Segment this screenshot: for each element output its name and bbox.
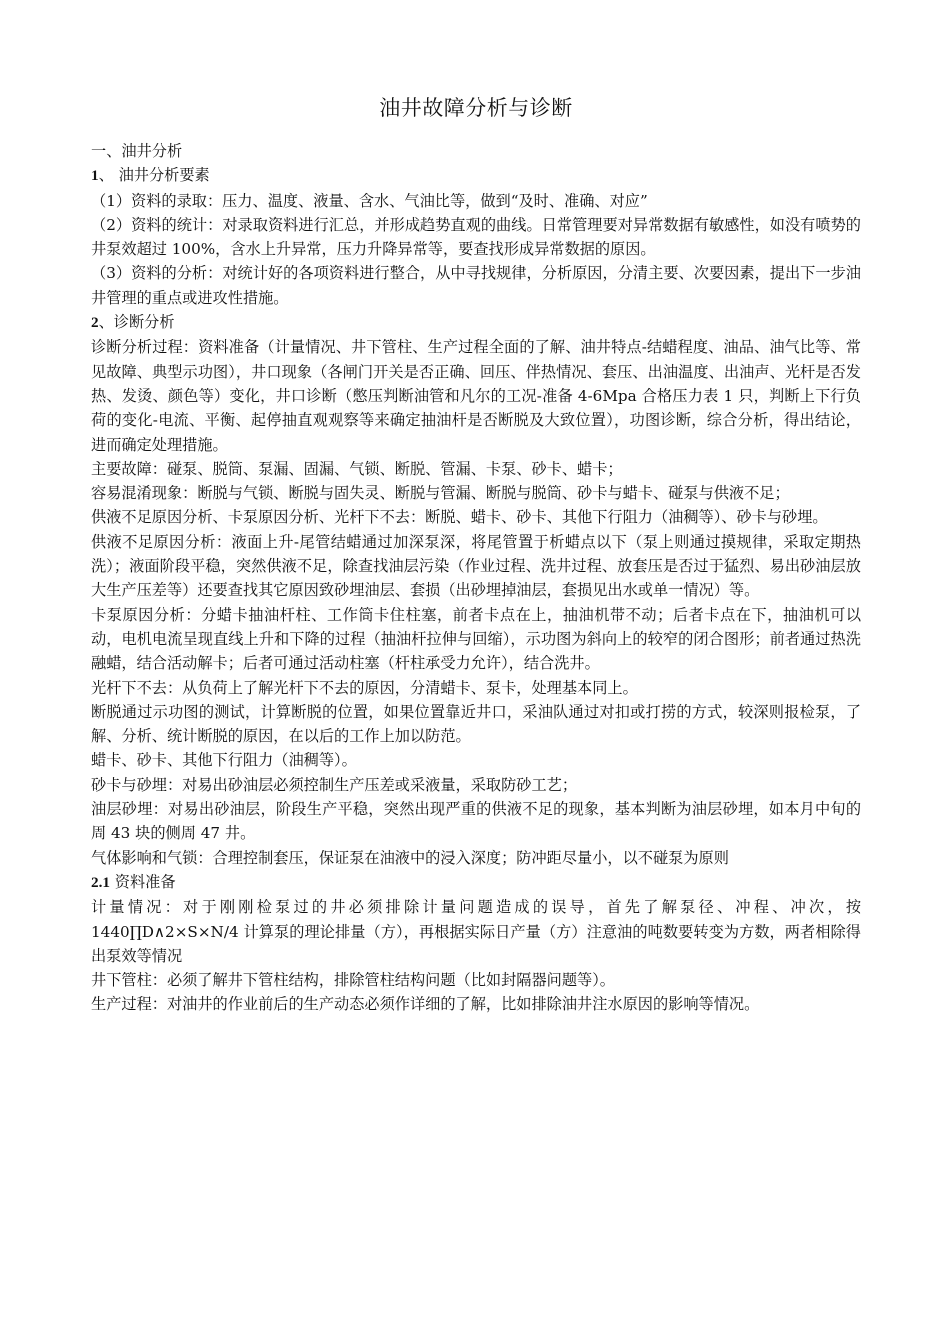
paragraph: 油层砂埋：对易出砂油层，阶段生产平稳，突然出现严重的供液不足的现象，基本判断为油层砂埋，如本月中旬的周 43 块的侧周 47 井。 <box>91 800 861 843</box>
document-body <box>91 139 861 1017</box>
paragraph: （1）资料的录取：压力、温度、液量、含水、气油比等，做到“及时、准确、对应” <box>91 191 648 210</box>
paragraph: 卡泵原因分析：分蜡卡抽油杆柱、工作筒卡住柱塞，前者卡点在上，抽油机带不动；后者卡点在下，抽油机可以动，电机电流呈现直线上升和下降的过程（抽油杆拉伸与回缩），示功图为斜向上的较窄的闭合图形；前者通过热洗融蜡，结合活动解卡；后者可通过活动柱塞（杆柱承受力允许），结合洗井。 <box>91 605 861 673</box>
paragraph: 容易混淆现象：断脱与气锁、断脱与固失灵、断脱与管漏、断脱与脱筒、砂卡与蜡卡、碰泵与供液不足； <box>91 484 790 503</box>
paragraph: 光杆下不去：从负荷上了解光杆下不去的原因，分清蜡卡、泵卡，处理基本同上。 <box>91 678 638 697</box>
paragraph: 供液不足原因分析：液面上升-尾管结蜡通过加深泵深，将尾管置于析蜡点以下（泵上则通过摸规律，采取定期热洗）；液面阶段平稳，突然供液不足，除查找油层污染（作业过程、洗井过程、放套压是否过于猛烈、易出砂油层放大生产压差等）还要查找其它原因致砂埋油层、套损（出砂埋掉油层，套损见出水或单一情况）等。 <box>91 532 861 600</box>
paragraph: 气体影响和气锁：合理控制套压，保证泵在油液中的浸入深度；防冲距尽量小，以不碰泵为原则 <box>91 848 729 867</box>
paragraph: 蜡卡、砂卡、其他下行阻力（油稠等）。 <box>91 751 357 770</box>
paragraph: （3）资料的分析：对统计好的各项资料进行整合，从中寻找规律，分析原因，分清主要、次要因素，提出下一步油井管理的重点或进攻性措施。 <box>91 264 861 307</box>
heading-analysis-elements: 1、 油井分析要素 <box>91 166 210 185</box>
paragraph: （2）资料的统计：对录取资料进行汇总，并形成趋势直观的曲线。日常管理要对异常数据有敏感性，如没有喷势的井泵效超过 100%，含水上升异常，压力升降异常等，要查找形成异常数据的原因。 <box>91 215 861 259</box>
paragraph: 计量情况：对于刚刚检泵过的井必须排除计量问题造成的误导，首先了解泵径、冲程、冲次，按 1440∏D∧2×S×N/4 计算泵的理论排量（方），再根据实际日产量（方）注意油的吨数要转变为方数，两者相除得出泵效等情况 <box>91 898 861 965</box>
paragraph: 诊断分析过程：资料准备（计量情况、井下管柱、生产过程全面的了解、油井特点-结蜡程度、油品、油气比等、常见故障、典型示功图），井口现象（各闸门开关是否正确、回压、伴热情况、套压、出油温度、出油声、光杆是否发热、发烫、颜色等）变化，井口诊断（憋压判断油管和凡尔的工况-准备 4-6Mpa 合格压力表 1 只，判断上下行负荷的变化-电流、平衡、起停抽直观观察等来确定抽油杆是否断脱及大致位置），功图诊断，综合分析，得出结论，进而确定处理措施。 <box>91 338 861 454</box>
heading-data-preparation: 2.1 资料准备 <box>91 872 176 891</box>
paragraph: 主要故障：碰泵、脱筒、泵漏、固漏、气锁、断脱、管漏、卡泵、砂卡、蜡卡； <box>91 459 623 478</box>
paragraph: 断脱通过示功图的测试，计算断脱的位置，如果位置靠近井口，采油队通过对扣或打捞的方式，较深则报检泵，了解、分析、统计断脱的原因，在以后的工作上加以防范。 <box>91 702 861 746</box>
heading-oil-well-analysis: 一、油井分析 <box>91 142 183 160</box>
paragraph: 生产过程：对油井的作业前后的生产动态必须作详细的了解，比如排除油井注水原因的影响等情况。 <box>91 995 760 1014</box>
document-title: 油井故障分析与诊断 <box>379 96 573 120</box>
paragraph: 供液不足原因分析、卡泵原因分析、光杆下不去：断脱、蜡卡、砂卡、其他下行阻力（油稠等）、砂卡与砂埋。 <box>91 508 828 527</box>
heading-diagnosis-analysis: 2、诊断分析 <box>91 313 175 332</box>
paragraph: 砂卡与砂埋：对易出砂油层必须控制生产压差或采液量，采取防砂工艺； <box>91 775 577 794</box>
paragraph: 井下管柱：必须了解井下管柱结构，排除管柱结构问题（比如封隔器问题等）。 <box>91 971 615 990</box>
